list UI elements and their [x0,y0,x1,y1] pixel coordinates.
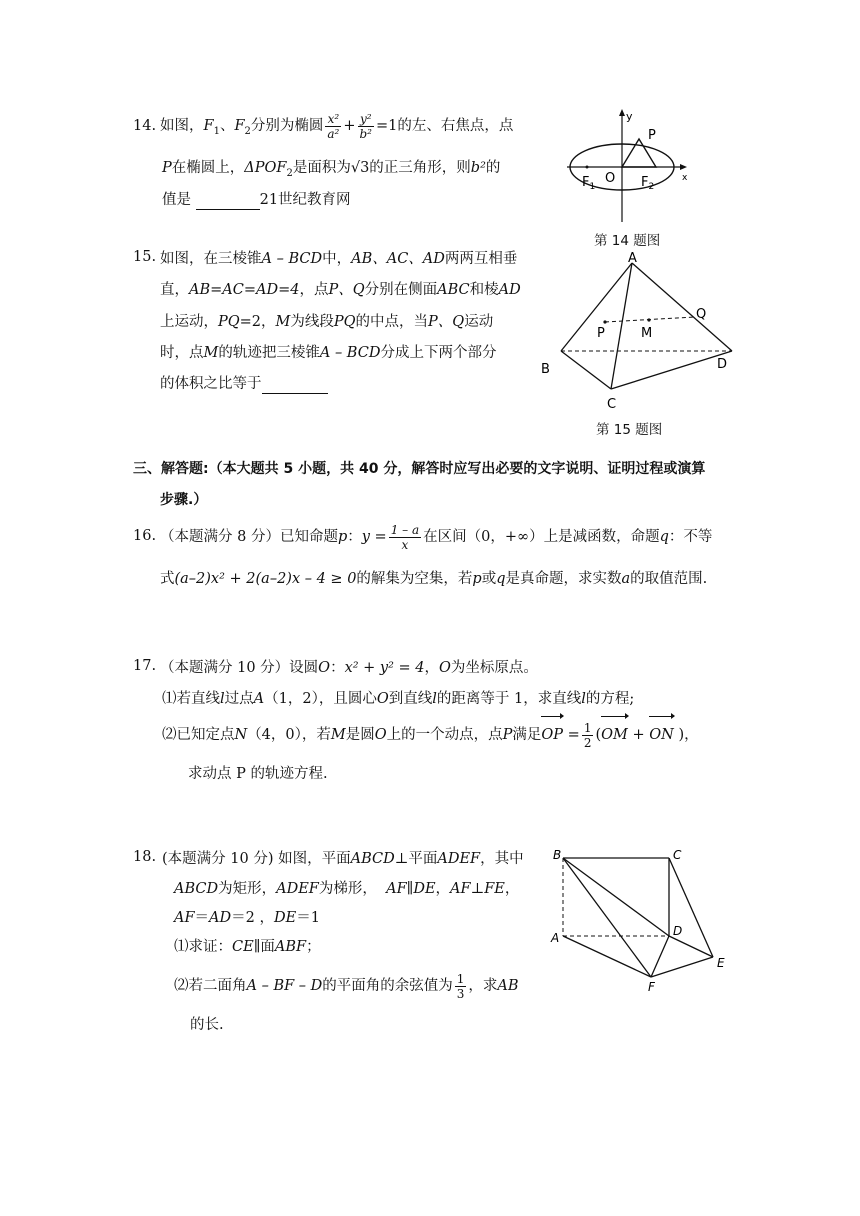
question-line: P在椭圆上，$\Delta POF_2$是面积为√3的正三角形，则b²的 [162,160,501,179]
vector-OM: OM [601,718,628,752]
label-D: D [717,357,728,372]
label-F: F [648,980,655,994]
label-Q: Q [696,307,707,322]
question-line: 上运动，PQ=2，M为线段PQ的中点，当P、Q运动 [160,314,494,330]
label-A: A [628,251,637,266]
question-line: （本题满分 8 分）已知命题p：y = $\frac{1 - a}{x}$ 在区间（0，+∞）上是减函数，命题q：不等 [160,522,713,552]
label-x: x [682,173,688,183]
fraction-1-a-over-x: $\frac{1 - a}{x}$ [390,522,420,552]
label-B: B [541,362,550,377]
label-A: A [551,931,560,945]
edge-BD [563,858,669,936]
edge-CD [611,351,732,389]
question-line: (本题满分 10 分) 如图，平面ABCD⊥平面ADEF，其中 [162,851,524,867]
question-line: 的长. [190,1017,224,1033]
question-number: 18. [133,849,157,865]
x-axis-arrow-icon [680,164,687,170]
label-P: P [597,326,605,341]
question-line: ⑵已知定点N（4，0），若M是圆O上的一个动点，点P满足OP = $\frac{1}{2}$ (OM + ON )， [162,718,699,752]
fraction-one-third: $\frac{1}{3}$ [456,971,465,1001]
question-line: 如图，$F_1$、$F_2$分别为椭圆 $\frac{\text{x²}}{\text{a²}}$ + $\frac{\text{y²}}{\text{b²}}$ =1的左、右焦点，点 [160,111,514,141]
answer-blank[interactable] [262,377,328,394]
answer-blank[interactable] [196,193,260,210]
edge-BC [561,351,611,389]
question-line: （本题满分 10 分）设圆O：x² + y² = 4，O为坐标原点。 [160,660,538,676]
tetrahedron-figure [535,250,745,420]
question-line: 值是 21世纪教育网 [162,192,351,208]
question-line: 如图，在三棱锥A – BCD中，AB、AC、AD两两互相垂 [160,251,518,267]
label-F2: $F_2$ [641,175,655,192]
edge-EF [651,957,713,977]
label-E: E [717,956,725,970]
question-line: 式(a–2)x² + 2(a–2)x – 4 ≥ 0的解集为空集，若p或q是真命题，求实数a的取值范围. [160,571,708,587]
point-P [603,320,606,323]
triangle-POF2 [622,139,656,167]
label-y: y [626,110,633,123]
label-P: P [648,128,656,143]
question-number: 15. [133,249,157,265]
label-B: B [553,848,562,862]
question-line: 求动点 P 的轨迹方程. [188,766,328,782]
question-line: ABCD为矩形，ADEF为梯形， AF∥DE，AF⊥FE， [174,881,520,897]
question-number: 14. [133,118,157,134]
question-number: 16. [133,528,157,544]
question-line: AF＝AD＝2 ，DE＝1 [174,910,320,926]
edge-DE [669,936,713,957]
question-line: 时，点M的轨迹把三棱锥A – BCD分成上下两个部分 [160,345,497,361]
edge-DF [651,936,669,977]
edge-AF [563,936,651,977]
ellipse-figure [565,108,695,226]
figure-caption: 第 15 题图 [596,422,663,438]
solid-figure [545,845,735,995]
fraction-one-half: $\frac{1}{2}$ [583,720,592,750]
label-D: D [673,924,683,938]
question-line: ⑴求证：CE∥面ABF； [174,939,321,955]
focus-F1 [586,166,589,169]
question-line: ⑴若直线l过点A（1，2），且圆心O到直线l的距离等于 1，求直线l的方程; [162,691,635,707]
question-line: 直，AB=AC=AD=4，点P、Q分别在侧面ABC和棱AD [160,282,521,298]
label-C: C [607,397,617,412]
y-axis-arrow-icon [619,109,625,116]
question-number: 17. [133,658,157,674]
edge-CE [669,858,713,957]
edge-AC [611,263,632,389]
section-title: 三、解答题:（本大题共 5 小题，共 40 分，解答时应写出必要的文字说明、证明过程或演算 [133,461,706,477]
figure-caption: 第 14 题图 [594,233,661,249]
label-M: M [641,326,653,341]
vector-ON: ON [649,718,674,752]
fraction-y2-b2: $\frac{\text{y²}}{\text{b²}}$ [359,111,372,141]
label-F1: $F_1$ [582,175,596,192]
section-title-cont: 步骤.） [160,492,208,508]
edge-BF [563,858,651,977]
label-C: C [673,848,682,862]
label-O: O [605,171,616,186]
question-line: ⑵若二面角A – BF – D的平面角的余弦值为 $\frac{1}{3}$ ，求AB [174,971,519,1001]
question-line: 的体积之比等于 [160,374,328,394]
point-M [647,318,650,321]
fraction-x2-a2: $\frac{\text{x²}}{\text{a²}}$ [327,111,340,141]
vector-OP: OP [541,718,563,752]
